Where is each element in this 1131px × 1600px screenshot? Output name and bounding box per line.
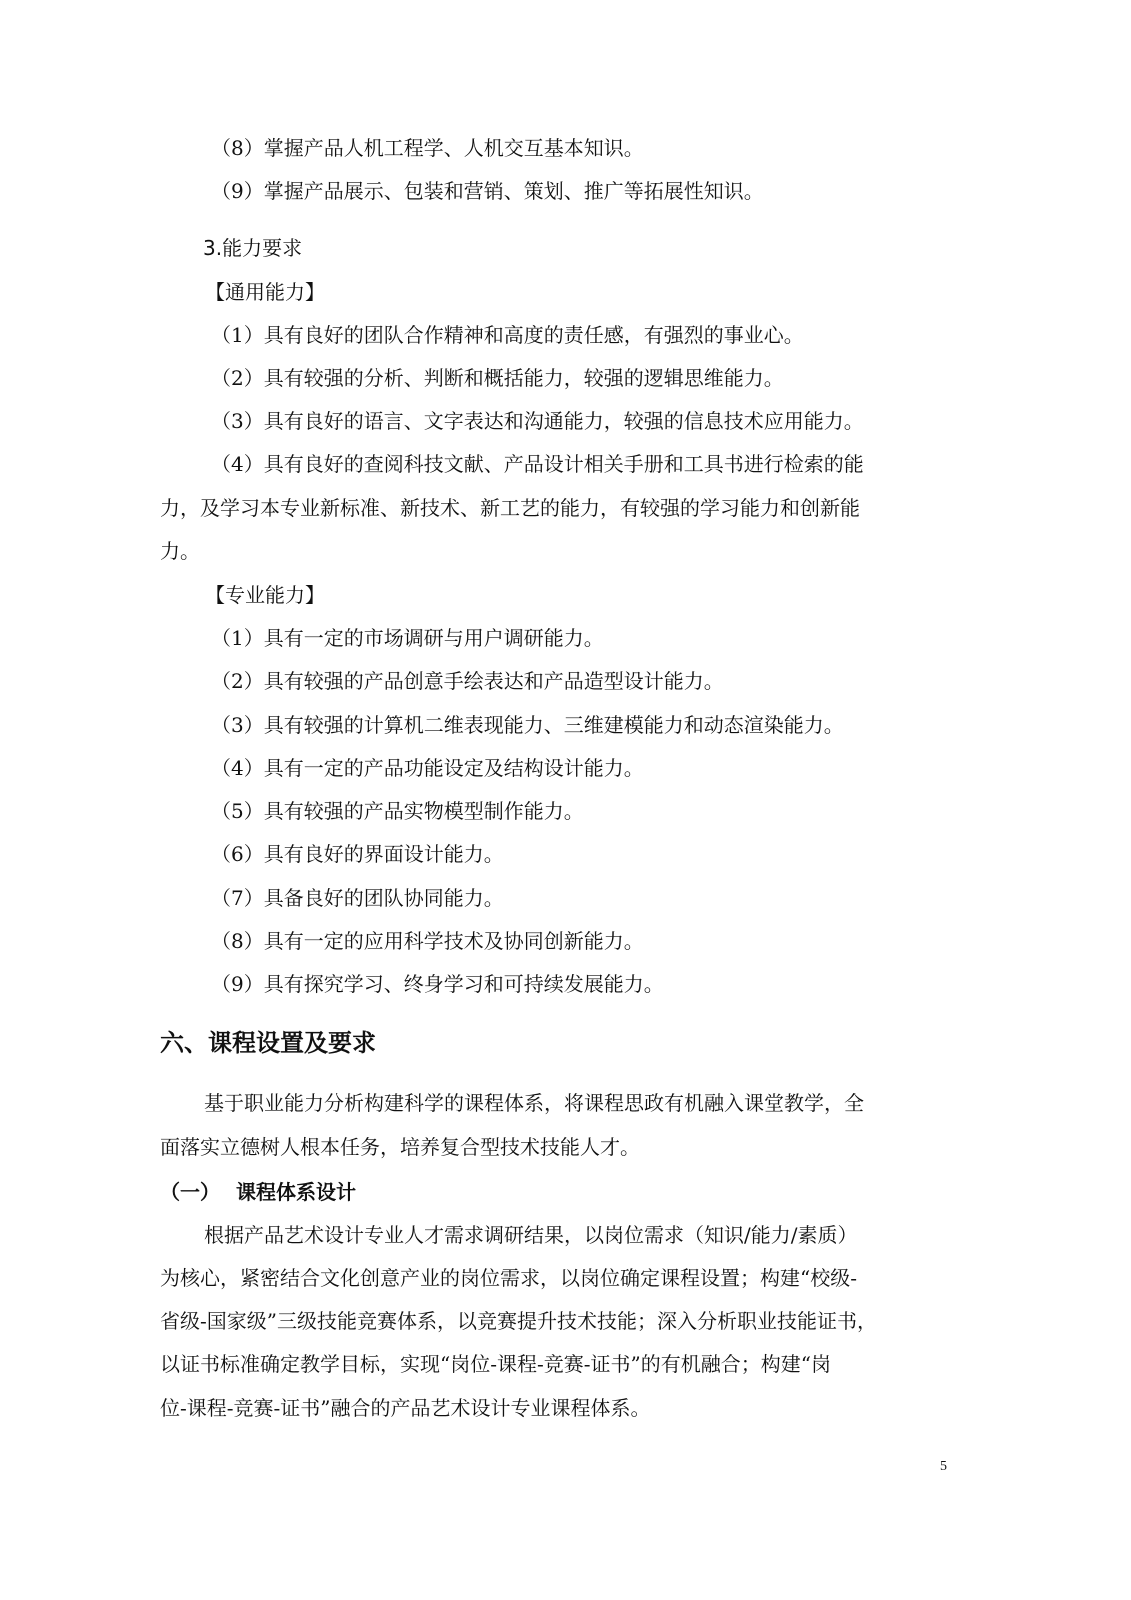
- professional-ability-item-4: （4）具有一定的产品功能设定及结构设计能力。: [211, 756, 644, 780]
- professional-ability-item-9: （9）具有探究学习、终身学习和可持续发展能力。: [211, 972, 664, 996]
- curriculum-body-line-3: 省级-国家级”三级技能竞赛体系，以竞赛提升技术技能；深入分析职业技能证书，: [160, 1309, 877, 1333]
- curriculum-body-line-4: 以证书标准确定教学目标，实现“岗位-课程-竞赛-证书”的有机融合；构建“岗: [160, 1352, 831, 1376]
- professional-ability-item-6: （6）具有良好的界面设计能力。: [211, 842, 504, 866]
- subsection-1-number: （一）: [160, 1180, 220, 1204]
- ability-heading: 3.能力要求: [203, 236, 303, 260]
- general-ability-item-1: （1）具有良好的团队合作精神和高度的责任感，有强烈的事业心。: [211, 323, 804, 347]
- section-6-heading: 六、课程设置及要求: [160, 1029, 376, 1057]
- curriculum-body-line-5: 位-课程-竞赛-证书”融合的产品艺术设计专业课程体系。: [160, 1396, 651, 1420]
- general-ability-item-4-line-2: 力，及学习本专业新标准、新技术、新工艺的能力，有较强的学习能力和创新能: [160, 496, 860, 520]
- page-number: 5: [940, 1459, 947, 1474]
- subsection-1-title: 课程体系设计: [236, 1180, 356, 1204]
- professional-ability-item-7: （7）具备良好的团队协同能力。: [211, 886, 504, 910]
- general-ability-item-4-line-3: 力。: [160, 539, 200, 563]
- professional-ability-item-1: （1）具有一定的市场调研与用户调研能力。: [211, 626, 604, 650]
- general-ability-item-3: （3）具有良好的语言、文字表达和沟通能力，较强的信息技术应用能力。: [211, 409, 864, 433]
- knowledge-item-9: （9）掌握产品展示、包装和营销、策划、推广等拓展性知识。: [211, 179, 764, 203]
- curriculum-body-line-2: 为核心，紧密结合文化创意产业的岗位需求，以岗位确定课程设置；构建“校级-: [160, 1266, 857, 1290]
- section-6-intro-line-2: 面落实立德树人根本任务，培养复合型技术技能人才。: [160, 1135, 640, 1159]
- professional-ability-item-3: （3）具有较强的计算机二维表现能力、三维建模能力和动态渲染能力。: [211, 713, 844, 737]
- general-ability-item-2: （2）具有较强的分析、判断和概括能力，较强的逻辑思维能力。: [211, 366, 784, 390]
- section-6-intro-line-1: 基于职业能力分析构建科学的课程体系，将课程思政有机融入课堂教学，全: [204, 1091, 864, 1115]
- professional-ability-item-2: （2）具有较强的产品创意手绘表达和产品造型设计能力。: [211, 669, 724, 693]
- general-ability-title: 【通用能力】: [205, 280, 325, 304]
- professional-ability-title: 【专业能力】: [205, 583, 325, 607]
- professional-ability-item-5: （5）具有较强的产品实物模型制作能力。: [211, 799, 584, 823]
- professional-ability-item-8: （8）具有一定的应用科学技术及协同创新能力。: [211, 929, 644, 953]
- curriculum-body-line-1: 根据产品艺术设计专业人才需求调研结果，以岗位需求（知识/能力/素质）: [204, 1223, 858, 1247]
- knowledge-item-8: （8）掌握产品人机工程学、人机交互基本知识。: [211, 136, 644, 160]
- general-ability-item-4-line-1: （4）具有良好的查阅科技文献、产品设计相关手册和工具书进行检索的能: [211, 452, 864, 476]
